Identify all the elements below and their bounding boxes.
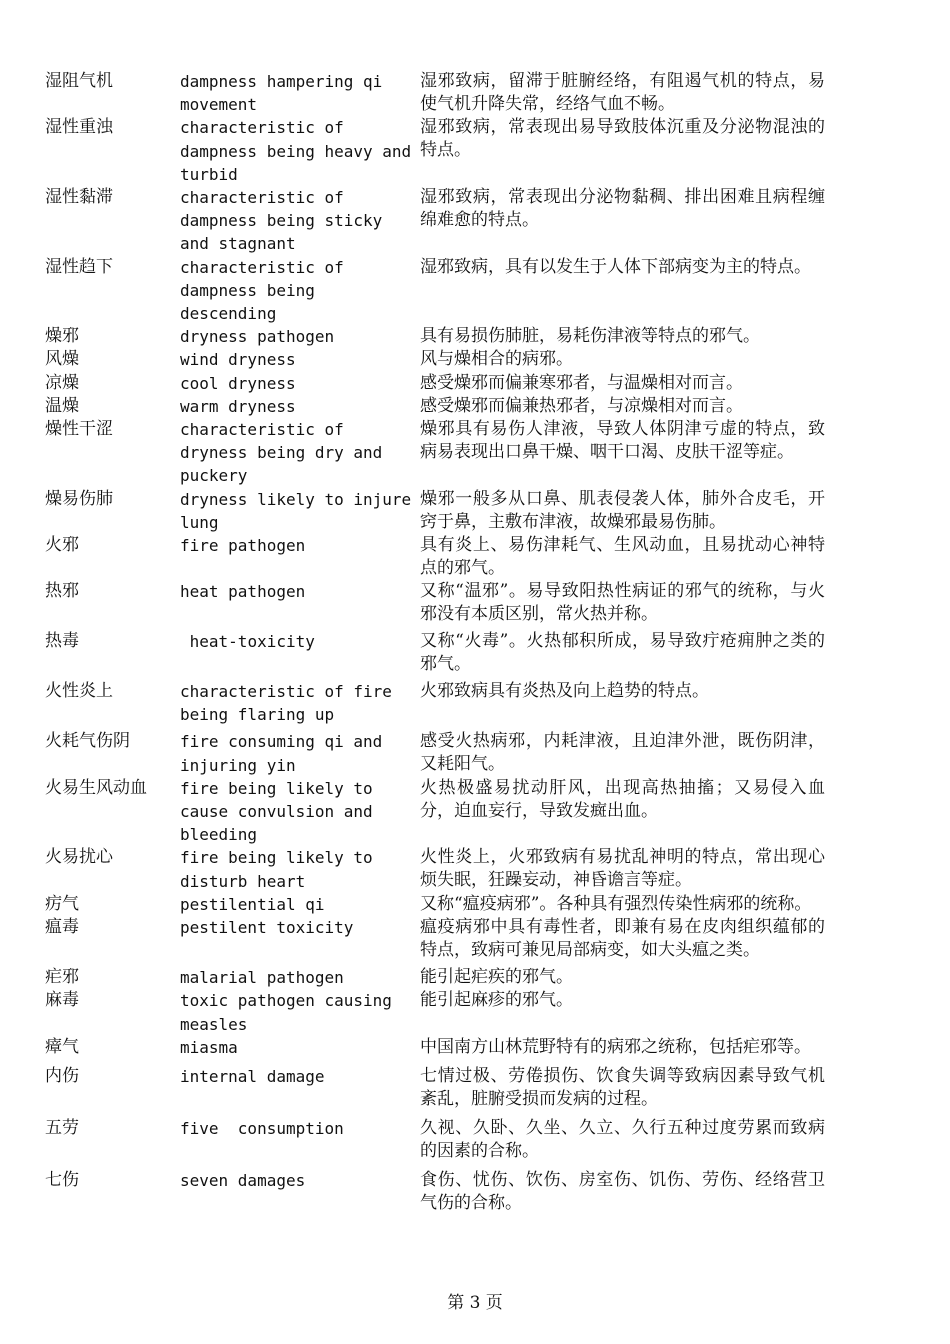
glossary-table — [45, 70, 835, 1221]
term-definition: 又称“火毒”。火热郁积所成，易导致疔疮痈肿之类的邪气。 — [420, 631, 825, 675]
glossary-entry — [45, 70, 835, 116]
glossary-entry — [45, 1117, 835, 1163]
term-chinese: 凉燥 — [45, 372, 79, 393]
term-chinese: 火耗气伤阴 — [45, 731, 130, 752]
term-english: fire being likely to disturb heart — [180, 848, 383, 891]
term-chinese: 湿阻气机 — [45, 71, 113, 91]
term-english: characteristic of fire being flaring up — [180, 682, 402, 725]
glossary-entry — [45, 325, 835, 348]
term-chinese: 七伤 — [45, 1169, 79, 1190]
term-definition: 湿邪致病，常表现出易导致肢体沉重及分泌物混浊的特点。 — [420, 117, 825, 161]
glossary-entry — [45, 256, 835, 326]
term-english: characteristic of dampness being sticky and stagnant — [180, 188, 392, 254]
glossary-entry — [45, 893, 835, 916]
term-definition: 能引起疟疾的邪气。 — [420, 967, 573, 988]
term-english: toxic pathogen causing measles — [180, 991, 402, 1034]
term-english: heat pathogen — [180, 582, 306, 602]
term-definition: 七情过极、劳倦损伤、饮食失调等致病因素导致气机紊乱，脏腑受损而发病的过程。 — [420, 1065, 825, 1109]
term-chinese: 火邪 — [45, 535, 79, 556]
term-definition: 感受燥邪而偏兼寒邪者，与温燥相对而言。 — [420, 372, 743, 393]
term-definition: 食伤、忧伤、饮伤、房室伤、饥伤、劳伤、经络营卫气伤的合称。 — [420, 1169, 825, 1213]
term-english: warm dryness — [180, 396, 296, 416]
term-definition: 火热极盛易扰动肝风，出现高热抽搐；又易侵入血分，迫血妄行，导致发癍出血。 — [420, 777, 825, 821]
term-english: fire pathogen — [180, 536, 306, 556]
term-chinese: 热毒 — [45, 631, 79, 652]
term-definition: 湿邪致病，具有以发生于人体下部病变为主的特点。 — [420, 256, 811, 277]
glossary-entry — [45, 777, 835, 847]
term-definition: 风与燥相合的病邪。 — [420, 349, 573, 370]
term-english: fire consuming qi and injuring yin — [180, 732, 392, 775]
term-definition: 火性炎上，火邪致病有易扰乱神明的特点，常出现心烦失眠，狂躁妄动，神昏谵言等症。 — [420, 847, 825, 891]
term-english: characteristic of dryness being dry and puckery — [180, 420, 392, 486]
glossary-entry — [45, 372, 835, 395]
term-chinese: 温燥 — [45, 395, 79, 416]
glossary-entry — [45, 348, 835, 371]
term-definition: 具有炎上、易伤津耗气、生风动血，且易扰动心神特点的邪气。 — [420, 535, 825, 579]
glossary-entry — [45, 1065, 835, 1111]
term-chinese: 麻毒 — [45, 990, 79, 1011]
term-definition: 感受火热病邪，内耗津液，且迫津外泄，既伤阴津，又耗阳气。 — [420, 731, 825, 775]
term-chinese: 疟邪 — [45, 967, 79, 988]
glossary-entry — [45, 1169, 835, 1215]
term-english: five consumption — [180, 1118, 344, 1138]
glossary-entry — [45, 488, 835, 534]
glossary-entry — [45, 534, 835, 580]
term-chinese: 火性炎上 — [45, 681, 113, 702]
term-english: wind dryness — [180, 350, 296, 370]
glossary-entry — [45, 116, 835, 186]
term-chinese: 湿性黏滞 — [45, 187, 113, 208]
glossary-entry — [45, 1036, 835, 1059]
term-english: pestilential qi — [180, 894, 325, 914]
term-definition: 又称“瘟疫病邪”。各种具有强烈传染性病邪的统称。 — [420, 893, 812, 914]
term-chinese: 风燥 — [45, 349, 79, 370]
term-english: characteristic of dampness being heavy and turbid — [180, 118, 421, 184]
glossary-entry — [45, 989, 835, 1035]
glossary-entry — [45, 580, 835, 626]
glossary-entry — [45, 186, 835, 256]
term-chinese: 燥邪 — [45, 326, 79, 347]
glossary-entry — [45, 966, 835, 989]
term-definition: 能引起麻疹的邪气。 — [420, 990, 573, 1011]
term-definition: 燥邪具有易伤人津液，导致人体阴津亏虚的特点，致病易表现出口鼻干燥、咽干口渴、皮肤干涩等症。 — [420, 419, 825, 463]
page-number: 第 3 页 — [447, 1293, 503, 1313]
term-english: dampness hampering qi movement — [180, 72, 392, 115]
term-definition: 久视、久卧、久坐、久立、久行五种过度劳累而致病的因素的合称。 — [420, 1117, 825, 1161]
term-chinese: 疠气 — [45, 893, 79, 914]
term-english: dryness likely to injure lung — [180, 489, 421, 532]
term-chinese: 火易扰心 — [45, 847, 113, 868]
glossary-entry — [45, 395, 835, 418]
glossary-entry — [45, 630, 835, 676]
term-chinese: 湿性重浊 — [45, 117, 113, 138]
term-english: pestilent toxicity — [180, 918, 354, 938]
glossary-entry — [45, 418, 835, 488]
term-english: characteristic of dampness being descending — [180, 257, 354, 324]
term-english: dryness pathogen — [180, 327, 335, 347]
term-english: cool dryness — [180, 373, 296, 393]
term-definition: 具有易损伤肺脏，易耗伤津液等特点的邪气。 — [420, 326, 760, 347]
term-english: malarial pathogen — [180, 968, 344, 988]
term-chinese: 瘟毒 — [45, 917, 79, 938]
glossary-entry — [45, 916, 835, 962]
term-english: miasma — [180, 1037, 238, 1057]
term-english: fire being likely to cause convulsion and bleeding — [180, 778, 383, 845]
term-definition: 火邪致病具有炎热及向上趋势的特点。 — [420, 681, 709, 702]
term-chinese: 热邪 — [45, 581, 79, 602]
term-chinese: 五劳 — [45, 1117, 79, 1138]
term-chinese: 燥易伤肺 — [45, 488, 113, 509]
term-chinese: 湿性趋下 — [45, 256, 113, 277]
term-chinese: 内伤 — [45, 1065, 79, 1086]
term-definition: 又称“温邪”。易导致阳热性病证的邪气的统称，与火邪没有本质区别，常火热并称。 — [420, 581, 825, 625]
term-definition: 燥邪一般多从口鼻、肌表侵袭人体，肺外合皮毛，开窍于鼻，主敷布津液，故燥邪最易伤肺。 — [420, 488, 825, 532]
term-english: internal damage — [180, 1066, 325, 1086]
term-chinese: 火易生风动血 — [45, 777, 147, 798]
term-chinese: 燥性干涩 — [45, 419, 113, 440]
term-english: seven damages — [180, 1170, 306, 1190]
glossary-entry — [45, 730, 835, 776]
term-chinese: 瘴气 — [45, 1036, 79, 1057]
term-definition: 感受燥邪而偏兼热邪者，与凉燥相对而言。 — [420, 395, 743, 416]
term-definition: 中国南方山林荒野特有的病邪之统称，包括疟邪等。 — [420, 1036, 811, 1057]
term-definition: 湿邪致病，常表现出分泌物黏稠、排出困难且病程缠绵难愈的特点。 — [420, 187, 825, 231]
glossary-entry — [45, 680, 835, 726]
term-english: heat-toxicity — [180, 632, 315, 652]
glossary-entry — [45, 846, 835, 892]
term-definition: 瘟疫病邪中具有毒性者，即兼有易在皮肉组织蕴郁的特点，致病可兼见局部病变，如大头瘟之类。 — [420, 917, 825, 961]
term-definition: 湿邪致病，留滞于脏腑经络，有阻遏气机的特点，易使气机升降失常，经络气血不畅。 — [420, 71, 825, 114]
